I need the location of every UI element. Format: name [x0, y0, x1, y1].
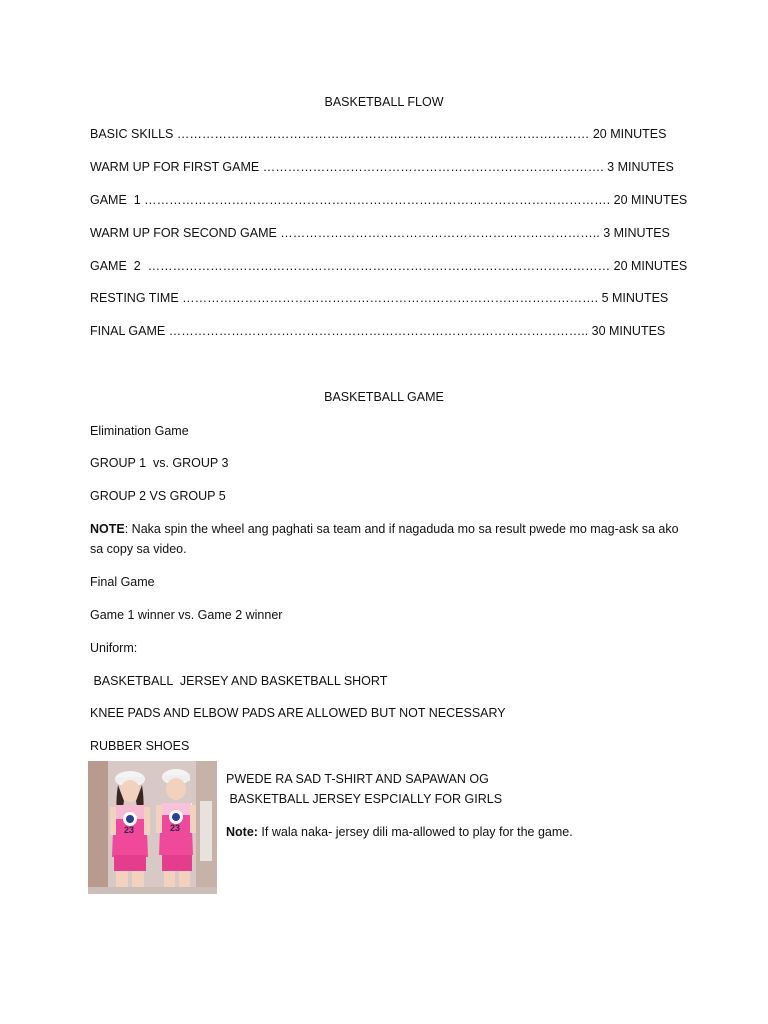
flow-item-resting: RESTING TIME ………………………………………………………………………………………. 5 MINUTES [90, 291, 669, 305]
jersey-number-right: 23 [170, 823, 181, 833]
flow-item-basic-skills: BASIC SKILLS ……………………………………………………………………………………… 20 MINUTES [90, 127, 667, 141]
uniform-note-label: Note: [226, 825, 258, 839]
uniform-item-jersey: BASKETBALL JERSEY AND BASKETBALL SHORT [90, 674, 388, 688]
jersey-number-left: 23 [124, 825, 135, 835]
match-1: GROUP 1 vs. GROUP 3 [90, 456, 229, 470]
alt-uniform-line-1: PWEDE RA SAD T-SHIRT AND SAPAWAN OG [226, 772, 489, 786]
game-title: BASKETBALL GAME [324, 390, 444, 404]
final-match: Game 1 winner vs. Game 2 winner [90, 608, 283, 622]
uniform-item-shoes: RUBBER SHOES [90, 739, 190, 753]
note-paragraph [90, 521, 679, 537]
uniform-note [226, 824, 573, 840]
flow-item-warmup-second: WARM UP FOR SECOND GAME ………………………………………………………………….. 3 MINUTES [90, 226, 670, 240]
flow-title: BASKETBALL FLOW [324, 95, 444, 109]
alt-uniform-line-2: BASKETBALL JERSEY ESPCIALLY FOR GIRLS [226, 792, 503, 806]
note-text: : Naka spin the wheel ang paghati sa team and if nagaduda mo sa result pwede mo mag-ask sa ako [124, 522, 679, 536]
uniform-photo [88, 761, 217, 894]
match-2: GROUP 2 VS GROUP 5 [90, 489, 226, 503]
final-game-label: Final Game [90, 575, 155, 589]
elimination-label: Elimination Game [90, 424, 189, 438]
flow-item-final: FINAL GAME ……………………………………………………………………………………….. 30 MINUTES [90, 324, 666, 338]
note-continuation: sa copy sa video. [90, 542, 187, 556]
flow-item-game-2: GAME 2 ………………………………………………………………………………………………… 20 MINUTES [90, 259, 688, 273]
uniform-note-text: If wala naka- jersey dili ma-allowed to play for the game. [257, 825, 573, 839]
uniform-label: Uniform: [90, 641, 138, 655]
flow-item-warmup-first: WARM UP FOR FIRST GAME ………………………………………………………………………. 3 MINUTES [90, 160, 674, 174]
flow-item-game-1: GAME 1 …………………………………………………………………………………………………. 20 MINUTES [90, 193, 688, 207]
note-label: NOTE [90, 522, 125, 536]
uniform-item-pads: KNEE PADS AND ELBOW PADS ARE ALLOWED BUT NOT NECESSARY [90, 706, 506, 720]
